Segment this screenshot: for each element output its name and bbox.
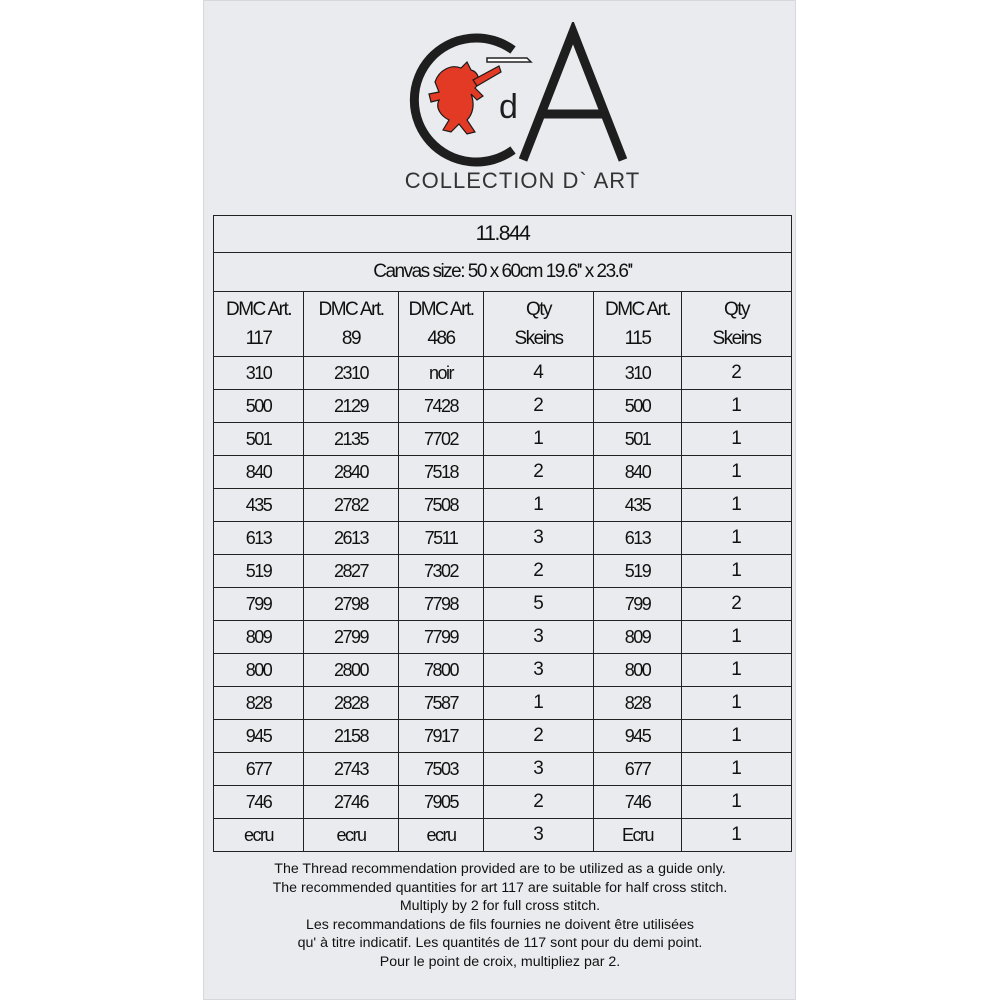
skein-quantity-cell: 3 bbox=[484, 654, 594, 687]
thread-code-cell: 500 bbox=[594, 390, 682, 423]
column-header: Qty Skeins bbox=[682, 292, 792, 357]
skein-quantity-cell: 1 bbox=[682, 456, 792, 489]
logo-letter-a bbox=[523, 32, 623, 160]
thread-code-cell: 2800 bbox=[304, 654, 399, 687]
thread-table bbox=[213, 215, 792, 852]
thread-code-cell: 799 bbox=[594, 588, 682, 621]
thread-code-cell: 2746 bbox=[304, 786, 399, 819]
skein-quantity-cell: 1 bbox=[682, 555, 792, 588]
thread-code-cell: 310 bbox=[594, 357, 682, 390]
table-row bbox=[214, 522, 792, 555]
skein-quantity-cell: 1 bbox=[484, 423, 594, 456]
reference-row bbox=[214, 216, 792, 253]
skein-quantity-cell: 1 bbox=[484, 687, 594, 720]
thread-code-cell: 677 bbox=[214, 753, 304, 786]
thread-code-cell: 2782 bbox=[304, 489, 399, 522]
skein-quantity-cell: 3 bbox=[484, 621, 594, 654]
thread-code-cell: 7917 bbox=[399, 720, 484, 753]
table-row bbox=[214, 654, 792, 687]
thread-code-cell: 2310 bbox=[304, 357, 399, 390]
thread-code-cell: 7511 bbox=[399, 522, 484, 555]
thread-code-cell: 2158 bbox=[304, 720, 399, 753]
thread-code-cell: ecru bbox=[304, 819, 399, 852]
table-row bbox=[214, 357, 792, 390]
reference-number: 11.844 bbox=[214, 216, 792, 253]
table-row bbox=[214, 720, 792, 753]
note-line: Les recommandations de fils fournies ne doivent être utilisées bbox=[305, 916, 694, 933]
note-line: qu' à titre indicatif. Les quantités de 117 sont pour du demi point. bbox=[297, 935, 703, 951]
thread-code-cell: 7799 bbox=[399, 621, 484, 654]
note-line: Pour le point de croix, multipliez par 2. bbox=[379, 953, 621, 970]
column-header: Qty Skeins bbox=[484, 292, 594, 357]
column-header: DMC Art. 486 bbox=[399, 292, 484, 357]
skein-quantity-cell: 3 bbox=[484, 753, 594, 786]
lion-icon bbox=[429, 62, 501, 134]
usage-notes bbox=[210, 860, 790, 971]
thread-code-cell: 519 bbox=[594, 555, 682, 588]
thread-code-cell: 500 bbox=[214, 390, 304, 423]
thread-code-cell: 840 bbox=[594, 456, 682, 489]
thread-code-cell: 746 bbox=[214, 786, 304, 819]
skein-quantity-cell: 1 bbox=[682, 423, 792, 456]
thread-code-cell: 2827 bbox=[304, 555, 399, 588]
thread-code-cell: 7302 bbox=[399, 555, 484, 588]
skein-quantity-cell: 2 bbox=[484, 555, 594, 588]
note-line: Multiply by 2 for full cross stitch. bbox=[399, 898, 601, 914]
skein-quantity-cell: 1 bbox=[682, 522, 792, 555]
thread-code-cell: 7587 bbox=[399, 687, 484, 720]
thread-code-cell: 800 bbox=[214, 654, 304, 687]
thread-code-cell: ecru bbox=[399, 819, 484, 852]
skein-quantity-cell: 2 bbox=[484, 390, 594, 423]
thread-code-cell: Ecru bbox=[594, 819, 682, 852]
column-header: DMC Art. 117 bbox=[214, 292, 304, 357]
thread-code-cell: 519 bbox=[214, 555, 304, 588]
thread-code-cell: 7798 bbox=[399, 588, 484, 621]
thread-code-cell: 7508 bbox=[399, 489, 484, 522]
thread-code-cell: 2613 bbox=[304, 522, 399, 555]
table-row bbox=[214, 753, 792, 786]
thread-code-cell: 677 bbox=[594, 753, 682, 786]
thread-code-cell: 501 bbox=[214, 423, 304, 456]
table-row bbox=[214, 786, 792, 819]
thread-code-cell: 501 bbox=[594, 423, 682, 456]
thread-code-cell: 945 bbox=[594, 720, 682, 753]
thread-code-cell: 828 bbox=[594, 687, 682, 720]
table-row bbox=[214, 390, 792, 423]
skein-quantity-cell: 1 bbox=[682, 489, 792, 522]
thread-code-cell: ecru bbox=[214, 819, 304, 852]
skein-quantity-cell: 2 bbox=[682, 588, 792, 621]
note-line: The Thread recommendation provided are to be utilized as a guide only. bbox=[274, 861, 726, 877]
table-row bbox=[214, 621, 792, 654]
thread-code-cell: 435 bbox=[214, 489, 304, 522]
skein-quantity-cell: 1 bbox=[682, 720, 792, 753]
table-row bbox=[214, 687, 792, 720]
column-header: DMC Art. 89 bbox=[304, 292, 399, 357]
thread-code-cell: 746 bbox=[594, 786, 682, 819]
column-header: DMC Art. 115 bbox=[594, 292, 682, 357]
thread-code-cell: 2828 bbox=[304, 687, 399, 720]
thread-code-cell: 7428 bbox=[399, 390, 484, 423]
thread-code-cell: 840 bbox=[214, 456, 304, 489]
thread-code-cell: 828 bbox=[214, 687, 304, 720]
canvas-size: Canvas size: 50 x 60cm 19.6'' x 23.6'' bbox=[214, 253, 792, 292]
thread-code-cell: 7518 bbox=[399, 456, 484, 489]
canvas-size-row bbox=[214, 253, 792, 292]
brand-name: COLLECTION D` ART bbox=[404, 168, 641, 193]
thread-code-cell: 7800 bbox=[399, 654, 484, 687]
skein-quantity-cell: 5 bbox=[484, 588, 594, 621]
skein-quantity-cell: 1 bbox=[682, 819, 792, 852]
sword-icon bbox=[487, 58, 531, 62]
thread-code-cell: 2799 bbox=[304, 621, 399, 654]
thread-code-cell: 613 bbox=[214, 522, 304, 555]
table-row bbox=[214, 423, 792, 456]
skein-quantity-cell: 3 bbox=[484, 522, 594, 555]
thread-code-cell: 809 bbox=[214, 621, 304, 654]
skein-quantity-cell: 1 bbox=[682, 753, 792, 786]
skein-quantity-cell: 2 bbox=[484, 456, 594, 489]
thread-code-cell: 7503 bbox=[399, 753, 484, 786]
thread-code-cell: 800 bbox=[594, 654, 682, 687]
thread-code-cell: 2840 bbox=[304, 456, 399, 489]
table-row bbox=[214, 456, 792, 489]
table-row bbox=[214, 489, 792, 522]
thread-code-cell: noir bbox=[399, 357, 484, 390]
thread-code-cell: 799 bbox=[214, 588, 304, 621]
skein-quantity-cell: 3 bbox=[484, 819, 594, 852]
skein-quantity-cell: 1 bbox=[682, 621, 792, 654]
thread-code-cell: 7905 bbox=[399, 786, 484, 819]
skein-quantity-cell: 1 bbox=[682, 390, 792, 423]
table-row bbox=[214, 588, 792, 621]
skein-quantity-cell: 1 bbox=[682, 687, 792, 720]
thread-code-cell: 2798 bbox=[304, 588, 399, 621]
header-row bbox=[214, 292, 792, 357]
collection-dart-logo bbox=[395, 22, 655, 172]
skein-quantity-cell: 4 bbox=[484, 357, 594, 390]
logo-letter-d: d bbox=[499, 88, 518, 126]
table-row bbox=[214, 819, 792, 852]
skein-quantity-cell: 2 bbox=[484, 720, 594, 753]
thread-code-cell: 2129 bbox=[304, 390, 399, 423]
thread-code-cell: 7702 bbox=[399, 423, 484, 456]
skein-quantity-cell: 1 bbox=[682, 786, 792, 819]
thread-code-cell: 613 bbox=[594, 522, 682, 555]
thread-code-cell: 435 bbox=[594, 489, 682, 522]
skein-quantity-cell: 1 bbox=[484, 489, 594, 522]
thread-code-cell: 2135 bbox=[304, 423, 399, 456]
skein-quantity-cell: 1 bbox=[682, 654, 792, 687]
table-row bbox=[214, 555, 792, 588]
thread-code-cell: 945 bbox=[214, 720, 304, 753]
thread-code-cell: 809 bbox=[594, 621, 682, 654]
skein-quantity-cell: 2 bbox=[484, 786, 594, 819]
note-line: The recommended quantities for art 117 are suitable for half cross stitch. bbox=[272, 879, 728, 896]
skein-quantity-cell: 2 bbox=[682, 357, 792, 390]
thread-code-cell: 2743 bbox=[304, 753, 399, 786]
thread-code-cell: 310 bbox=[214, 357, 304, 390]
